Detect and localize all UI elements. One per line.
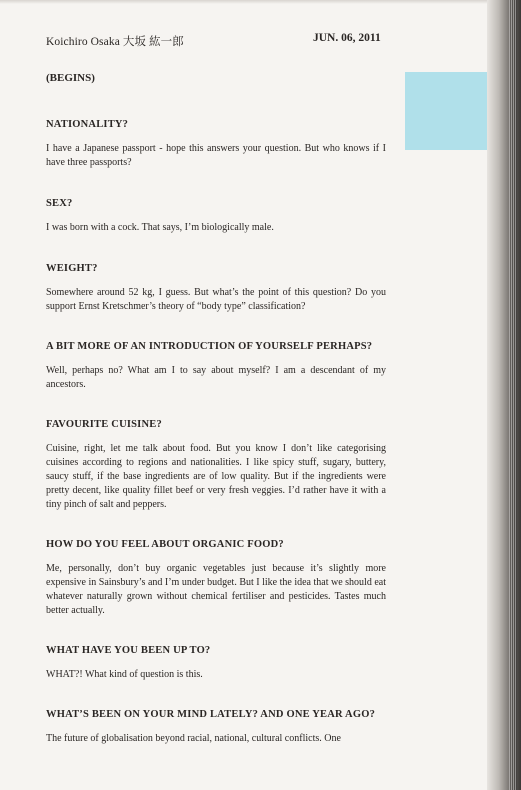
qa-block-up-to [46, 644, 386, 682]
page-edge [509, 0, 517, 790]
question: FAVOURITE CUISINE? [46, 419, 162, 430]
question: A BIT MORE OF AN INTRODUCTION OF YOURSELF PERHAPS? [46, 341, 373, 352]
answer: I was born with a cock. That says, I’m biologically male. [46, 222, 274, 233]
question: WHAT’S BEEN ON YOUR MIND LATELY? AND ONE YEAR AGO? [46, 709, 376, 720]
qa-block-cuisine [46, 418, 386, 512]
question: NATIONALITY? [46, 119, 129, 130]
answer: The future of globalisation beyond racial, national, cultural conflicts. One [46, 733, 341, 744]
qa-block-on-your-mind [46, 708, 386, 746]
qa-block-introduction [46, 340, 386, 392]
qa-block-weight [46, 262, 386, 314]
question: SEX? [46, 198, 73, 209]
interview-content [46, 118, 386, 746]
answer: Somewhere around 52 kg, I guess. But what’s the point of this question? Do you support Ernst Kretschmer’s theory of “body type” classification? [46, 287, 386, 312]
answer: I have a Japanese passport - hope this answers your question. But who knows if I have three passports? [46, 143, 386, 168]
qa-block-nationality [46, 118, 386, 170]
question: WEIGHT? [46, 263, 98, 274]
qa-block-organic-food [46, 538, 386, 618]
answer: Me, personally, don’t buy organic vegetables just because it’s slightly more expensive in Sainsbury’s and I’m under budget. But I like the idea that we should eat whatever naturally grown without chemical fertiliser and pesticides. Tastes much better actually. [46, 563, 386, 616]
interview-date: JUN. 06, 2011 [313, 32, 381, 44]
qa-block-sex [46, 197, 386, 235]
page-top-edge [0, 0, 500, 4]
begins-label: (BEGINS) [46, 72, 95, 84]
answer: WHAT?! What kind of question is this. [46, 669, 203, 680]
question: WHAT HAVE YOU BEEN UP TO? [46, 645, 211, 656]
author-name: Koichiro Osaka 大坂 紘一郎 [46, 36, 184, 48]
answer: Well, perhaps no? What am I to say about myself? I am a descendant of my ancestors. [46, 365, 386, 390]
answer: Cuisine, right, let me talk about food. But you know I don’t like categorising cuisines according to regions and nationalities. I like spicy stuff, sugary, buttery, saucy stuff, if the base ingredients are of low quality. But if the ingredients were pretty decent, like quality fillet beef or very fresh veggies. I’d rather have it with a tiny pinch of salt and peppers. [46, 443, 386, 510]
question: HOW DO YOU FEEL ABOUT ORGANIC FOOD? [46, 539, 284, 550]
